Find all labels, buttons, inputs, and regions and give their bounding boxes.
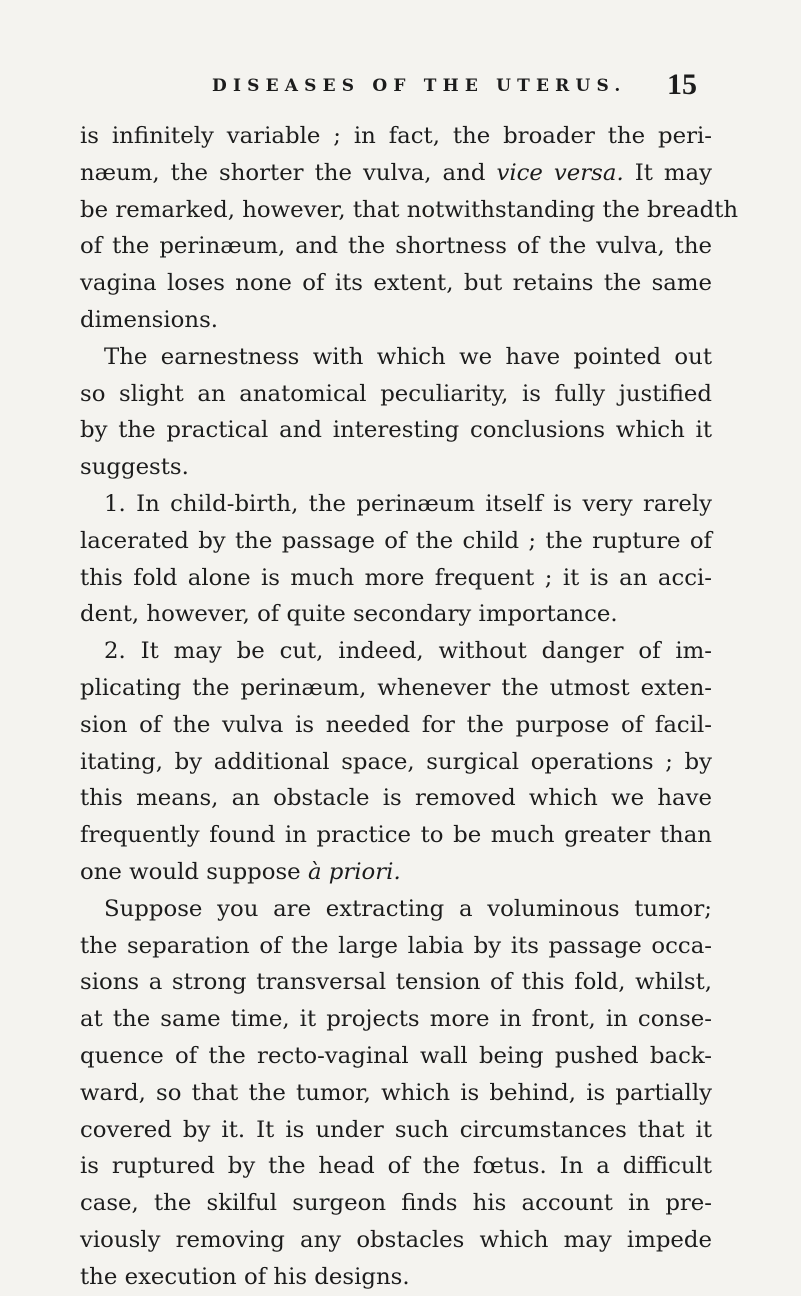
text-line: dent, however, of quite secondary importance. — [80, 601, 618, 628]
text-line: the execution of his designs. — [80, 1263, 410, 1290]
body-text — [80, 118, 739, 1296]
text-line: by the practical and interesting conclusions which it — [80, 417, 712, 444]
text-line: the separation of the large labia by its passage occa- — [80, 932, 712, 959]
text-line: plicating the perinæum, whenever the utmost exten- — [80, 674, 712, 701]
text-line: frequently found in practice to be much greater than — [80, 822, 712, 849]
numbered-paragraph-line: 1. In child-birth, the perinæum itself is very rarely — [104, 490, 712, 517]
text-line: of the perinæum, and the shortness of the vulva, the — [80, 233, 712, 260]
text-line: this means, an obstacle is removed which we have — [80, 785, 712, 812]
text-line — [80, 854, 712, 891]
text-line: be remarked, however, that notwithstanding the breadth — [80, 196, 739, 223]
text-line: suggests. — [80, 454, 189, 481]
text-segment: one would suppose — [80, 858, 308, 885]
italic-phrase: vice versa. — [496, 159, 624, 186]
text-line: quence of the recto-vaginal wall being pushed back- — [80, 1042, 712, 1069]
numbered-paragraph-line: 2. It may be cut, indeed, without danger of im- — [104, 638, 712, 665]
page-number: 15 — [667, 68, 697, 101]
text-line: so slight an anatomical peculiarity, is fully justified — [80, 380, 712, 407]
text-line: this fold alone is much more frequent ; it is an acci- — [80, 564, 712, 591]
paragraph-start-line: Suppose you are extracting a voluminous tumor; — [104, 895, 712, 922]
text-line: vagina loses none of its extent, but retains the same — [80, 270, 712, 297]
running-title: DISEASES OF THE UTERUS. — [212, 76, 627, 96]
text-segment: næum, the shorter the vulva, and — [80, 159, 497, 186]
text-line: dimensions. — [80, 306, 219, 333]
paragraph-start-line: The earnestness with which we have pointed out — [104, 343, 712, 370]
text-line: sion of the vulva is needed for the purpose of facil- — [80, 711, 712, 738]
text-line: is infinitely variable ; in fact, the broader the peri- — [80, 123, 712, 149]
text-line — [80, 155, 712, 192]
text-line: ward, so that the tumor, which is behind, is partially — [80, 1079, 712, 1106]
text-line: is ruptured by the head of the fœtus. In a difficult — [80, 1153, 712, 1180]
text-line: case, the skilful surgeon finds his account in pre- — [80, 1190, 712, 1217]
text-line: sions a strong transversal tension of this fold, whilst, — [80, 969, 712, 996]
text-line: at the same time, it projects more in front, in conse- — [80, 1006, 712, 1033]
text-segment: It may — [623, 159, 712, 186]
text-line: viously removing any obstacles which may impede — [80, 1226, 712, 1253]
text-line: covered by it. It is under such circumstances that it — [80, 1116, 712, 1143]
text-line: lacerated by the passage of the child ; the rupture of — [80, 527, 712, 554]
running-head — [0, 70, 801, 110]
italic-phrase: à priori. — [307, 858, 401, 885]
text-line: itating, by additional space, surgical operations ; by — [80, 748, 712, 775]
